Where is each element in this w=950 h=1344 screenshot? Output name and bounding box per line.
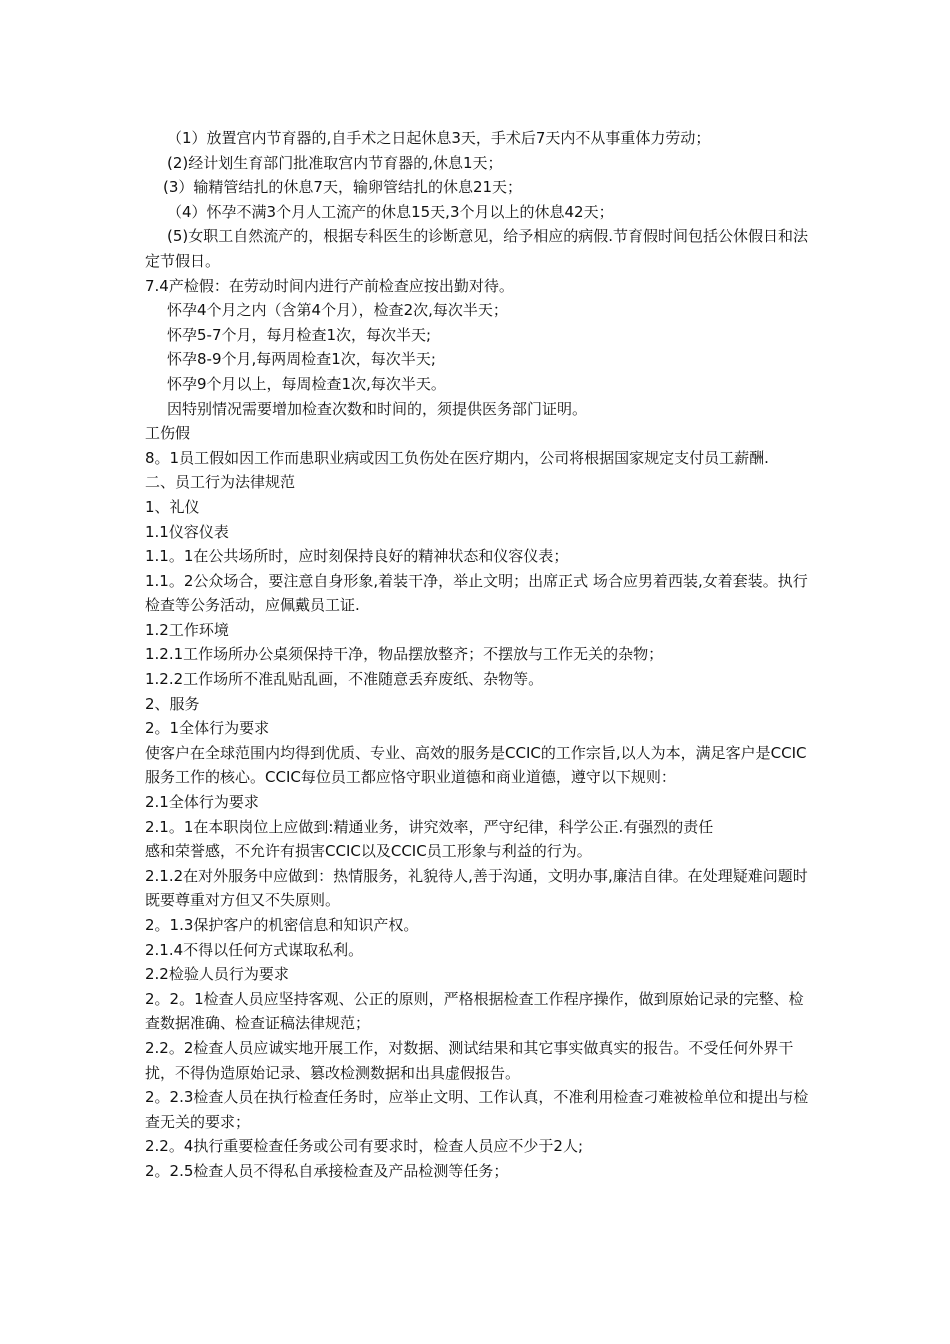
section-heading: 工伤假	[145, 424, 191, 443]
paragraph: 因特别情况需要增加检查次数和时间的，须提供医务部门证明。	[167, 399, 588, 418]
document-body	[145, 126, 810, 1184]
paragraph: （1）放置宫内节育器的,自手术之日起休息3天，手术后7天内不从事重体力劳动；	[167, 129, 711, 147]
section-heading: 2。1全体行为要求	[145, 719, 270, 738]
paragraph: (3）输精管结扎的休息7天，输卵管结扎的休息21天；	[163, 178, 523, 197]
paragraph: 2.1.4不得以任何方式谋取私利。	[145, 940, 364, 959]
paragraph: 怀孕8-9个月,每两周检查1次，每次半天;	[167, 350, 436, 369]
paragraph: 怀孕5-7个月，每月检查1次，每次半天;	[167, 325, 432, 344]
section-heading: 二、员工行为法律规范	[145, 473, 296, 492]
paragraph: （4）怀孕不满3个月人工流产的休息15天,3个月以上的休息42天；	[167, 202, 614, 221]
paragraph: 2。1.3保护客户的机密信息和知识产权。	[145, 916, 419, 934]
section-heading: 2.2检验人员行为要求	[145, 965, 289, 984]
paragraph: 1.1。1在公共场所时，应时刻保持良好的精神状态和仪容仪表；	[145, 547, 569, 566]
paragraph: 7.4产检假：在劳动时间内进行产前检查应按出勤对待。	[145, 276, 514, 295]
section-heading: 2、服务	[145, 694, 200, 713]
paragraph: 2.2。4执行重要检查任务或公司有要求时，检查人员应不少于2人;	[145, 1137, 583, 1156]
paragraph: (2)经计划生育部门批准取宫内节育器的,休息1天；	[167, 153, 503, 172]
paragraph: 1.1。2公众场合，要注意自身形象,着装干净，举止文明；出席正式 场合应男着西装,女着套装。执行检查等公务活动，应佩戴员工证.	[145, 571, 808, 615]
paragraph: 怀孕4个月之内（含第4个月），检查2次,每次半天；	[167, 301, 508, 320]
paragraph: 2。2.3检查人员在执行检查任务时，应举止文明、工作认真，不准利用检查刁难被检单位和提出与检查无关的要求；	[145, 1088, 809, 1131]
paragraph: 1.2.1工作场所办公桌须保持干净，物品摆放整齐；不摆放与工作无关的杂物；	[145, 645, 664, 664]
paragraph: 8。1员工假如因工作而患职业病或因工负伤处在医疗期内，公司将根据国家规定支付员工薪酬.	[145, 448, 769, 467]
section-heading: 1、礼仪	[145, 497, 200, 516]
paragraph: 2。2.5检查人员不得私自承接检查及产品检测等任务；	[145, 1161, 509, 1180]
paragraph: 怀孕9个月以上，每周检查1次,每次半天。	[167, 374, 446, 393]
paragraph: 2.1.2在对外服务中应做到：热情服务，礼貌待人,善于沟通，文明办事,廉洁自律。在处理疑难问题时既要尊重对方但又不失原则。	[145, 866, 808, 910]
section-heading: 2.1全体行为要求	[145, 793, 259, 812]
paragraph: 感和荣誉感，不允许有损害CCIC以及CCIC员工形象与利益的行为。	[145, 842, 592, 861]
paragraph: 1.2.2工作场所不准乱贴乱画，不准随意丢弃废纸、杂物等。	[145, 670, 544, 689]
paragraph: 2.2。2检查人员应诚实地开展工作，对数据、测试结果和其它事实做真实的报告。不受任何外界干扰，不得伪造原始记录、篡改检测数据和出具虚假报告。	[145, 1038, 794, 1082]
section-heading: 1.2工作环境	[145, 620, 229, 639]
paragraph: 2.1。1在本职岗位上应做到:精通业务，讲究效率，严守纪律，科学公正.有强烈的责任	[145, 817, 714, 836]
paragraph: 使客户在全球范围内均得到优质、专业、高效的服务是CCIC的工作宗旨,以人为本，满足客户是CCIC服务工作的核心。CCIC每位员工都应恪守职业道德和商业道德，遵守以下规则：	[145, 743, 807, 787]
section-heading: 1.1仪容仪表	[145, 522, 229, 541]
paragraph: (5)女职工自然流产的，根据专科医生的诊断意见，给予相应的病假.节育假时间包括公休假日和法定节假日。	[145, 227, 809, 270]
paragraph: 2。2。1检查人员应坚持客观、公正的原则，严格根据检查工作程序操作，做到原始记录的完整、检查数据准确、检查证稿法律规范；	[145, 989, 804, 1033]
